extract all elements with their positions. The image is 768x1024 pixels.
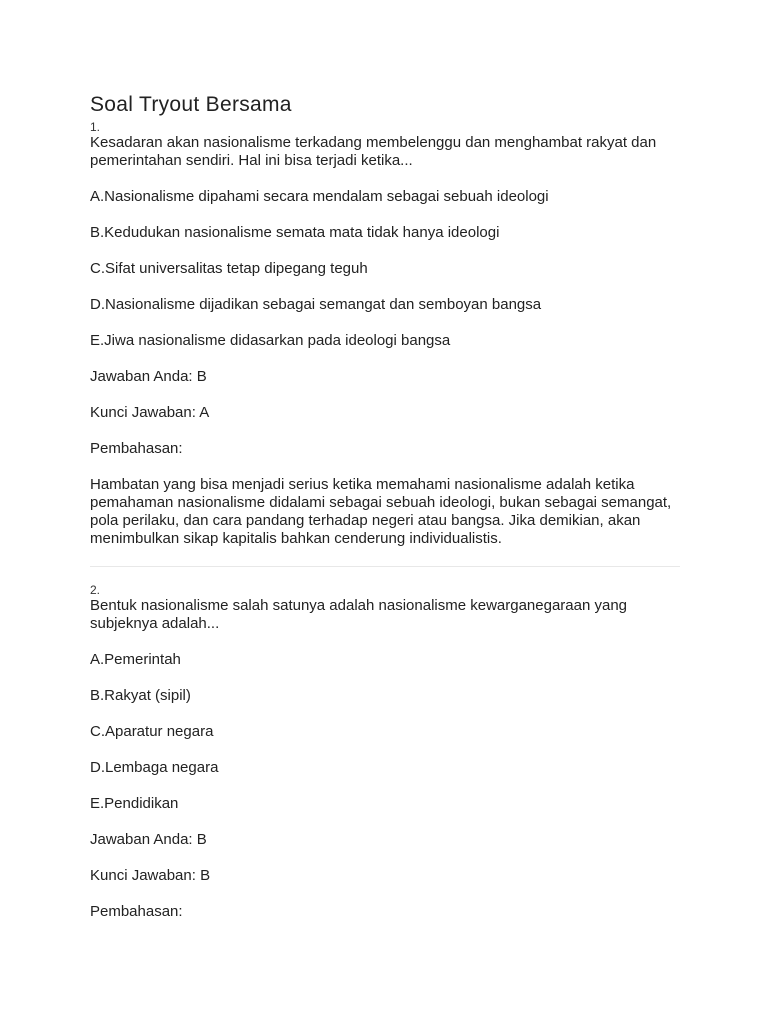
discussion-label: Pembahasan: xyxy=(90,903,183,920)
question-text: Kesadaran akan nasionalisme terkadang membelenggu dan menghambat rakyat dan pemerintahan sendiri. Hal ini bisa terjadi ketika... xyxy=(90,134,657,169)
question-divider xyxy=(90,566,680,567)
your-answer: Jawaban Anda: B xyxy=(90,831,207,848)
question-number: 1. xyxy=(90,120,101,134)
option-b: B.Rakyat (sipil) xyxy=(90,687,191,704)
document-page xyxy=(90,93,680,921)
answer-key: Kunci Jawaban: A xyxy=(90,404,210,421)
option-d: D.Lembaga negara xyxy=(90,759,219,776)
option-a: A.Nasionalisme dipahami secara mendalam sebagai sebuah ideologi xyxy=(90,188,549,205)
answer-key: Kunci Jawaban: B xyxy=(90,867,211,884)
question-text: Bentuk nasionalisme salah satunya adalah nasionalisme kewarganegaraan yang subjeknya adalah... xyxy=(90,597,628,632)
option-b: B.Kedudukan nasionalisme semata mata tidak hanya ideologi xyxy=(90,224,500,241)
option-c: C.Aparatur negara xyxy=(90,723,214,740)
question-2 xyxy=(90,583,680,921)
option-c: C.Sifat universalitas tetap dipegang teguh xyxy=(90,260,368,277)
option-a: A.Pemerintah xyxy=(90,651,181,668)
discussion-text: Hambatan yang bisa menjadi serius ketika memahami nasionalisme adalah ketika pemahaman nasionalisme didalami sebagai sebuah ideologi, bukan sebagai semangat, pola perilaku, dan cara pandang terhadap negeri atau bangsa. Jika demikian, akan menimbulkan sikap kapitalis bahkan cenderung individualistis. xyxy=(90,476,672,547)
option-d: D.Nasionalisme dijadikan sebagai semangat dan semboyan bangsa xyxy=(90,296,542,313)
your-answer: Jawaban Anda: B xyxy=(90,368,207,385)
question-1 xyxy=(90,120,680,548)
document-title: Soal Tryout Bersama xyxy=(90,93,292,116)
question-number: 2. xyxy=(90,583,101,597)
option-e: E.Pendidikan xyxy=(90,795,179,812)
discussion-label: Pembahasan: xyxy=(90,440,183,457)
option-e: E.Jiwa nasionalisme didasarkan pada ideologi bangsa xyxy=(90,332,451,349)
